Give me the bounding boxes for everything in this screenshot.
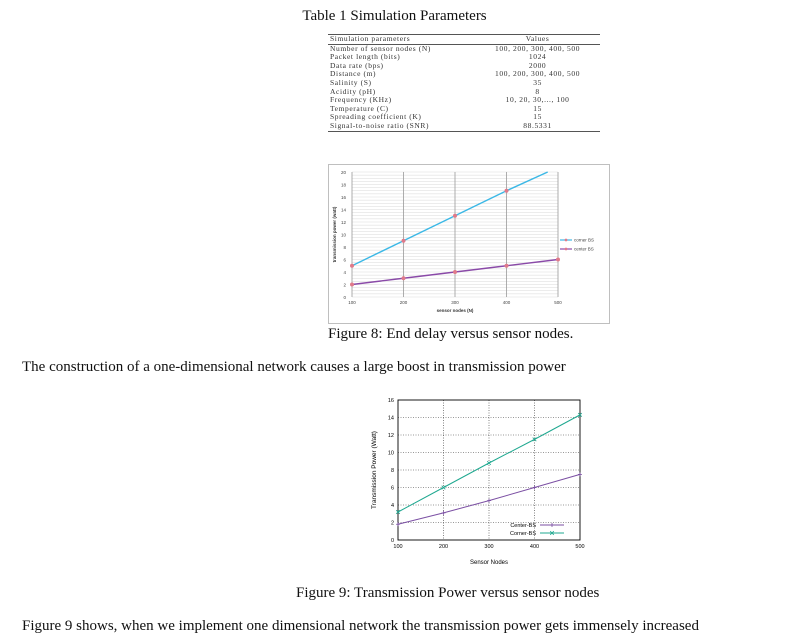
figure9-chart (364, 393, 590, 569)
data-point (442, 511, 446, 515)
table-title: Table 1 Simulation Parameters (302, 8, 487, 24)
y-tick-label: 2 (390, 520, 394, 527)
y-tick-label: 20 (340, 169, 346, 175)
y-tick-label: 4 (343, 269, 346, 275)
x-tick-label: 400 (502, 300, 511, 305)
x-tick-label: 100 (393, 544, 403, 550)
data-point (487, 461, 491, 465)
data-point (350, 283, 354, 287)
header-values: Values (525, 34, 550, 43)
parameters-table (328, 34, 600, 132)
y-tick-label: 8 (343, 244, 346, 250)
parameter-name: Spreading coefficient (K) (330, 112, 422, 122)
y-tick-label: 8 (390, 468, 394, 474)
parameter-value: 15 (533, 103, 542, 113)
y-tick-label: 0 (390, 538, 394, 544)
legend-label: center BS (574, 246, 594, 252)
y-axis-label: Transmission Power (Watt) (371, 431, 378, 509)
y-tick-label: 14 (340, 207, 346, 213)
y-tick-label: 14 (387, 415, 394, 422)
table-header-row (328, 35, 600, 45)
y-tick-label: 6 (390, 485, 394, 492)
parameter-value: 2000 (528, 60, 547, 70)
parameter-value: 35 (533, 77, 542, 87)
parameter-value: 10, 20, 30,..., 100 (505, 95, 570, 105)
header-parameter: Simulation parameters (330, 34, 411, 43)
data-point (556, 258, 560, 262)
y-tick-label: 4 (390, 503, 394, 509)
parameter-name: Salinity (S) (330, 77, 372, 87)
x-tick-label: 500 (554, 300, 562, 305)
parameters-table-wrap (328, 34, 600, 132)
figure8-chart (328, 164, 610, 324)
y-tick-label: 18 (340, 182, 346, 188)
data-point (350, 264, 354, 268)
x-tick-label: 100 (348, 300, 356, 305)
y-tick-label: 16 (340, 194, 346, 200)
y-axis-label: transmission power (watt) (332, 206, 337, 263)
y-tick-label: 12 (340, 219, 346, 225)
parameter-name: Number of sensor nodes (N) (330, 43, 431, 53)
legend-label: Corner-BS (510, 531, 536, 537)
data-point (533, 486, 537, 490)
parameter-name: Signal-to-noise ratio (SNR) (330, 120, 430, 130)
y-tick-label: 6 (343, 257, 346, 263)
x-tick-label: 200 (399, 300, 408, 305)
parameter-name: Distance (m) (330, 69, 377, 79)
parameter-value: 1024 (528, 52, 547, 62)
data-point (402, 239, 406, 243)
figure9-caption: Figure 9: Transmission Power versus sensor nodes (296, 585, 600, 601)
y-tick-label: 0 (343, 294, 346, 300)
data-point (505, 264, 509, 268)
x-tick-label: 500 (575, 544, 585, 550)
figure8-caption: Figure 8: End delay versus sensor nodes. (328, 326, 574, 342)
parameter-value: 15 (533, 112, 542, 122)
x-tick-label: 300 (484, 544, 494, 550)
legend-marker (550, 523, 554, 527)
y-tick-label: 16 (387, 398, 394, 404)
paragraph-2: Figure 9 shows, when we implement one dimensional network the transmission power gets immensely increased (22, 618, 699, 634)
parameter-name: Packet length (bits) (330, 52, 401, 62)
x-axis-label: Sensor Nodes (469, 560, 509, 566)
data-point (396, 522, 400, 526)
x-tick-label: 300 (451, 300, 459, 305)
data-point (453, 214, 457, 218)
y-tick-label: 12 (387, 433, 394, 439)
paragraph-1: The construction of a one-dimensional network causes a large boost in transmission power (22, 359, 566, 375)
legend-label: corner BS (574, 237, 595, 243)
legend-marker (565, 248, 568, 251)
parameter-name: Frequency (KHz) (330, 95, 392, 105)
data-point (487, 499, 491, 503)
data-point (505, 189, 509, 193)
y-tick-label: 2 (343, 282, 346, 288)
table-row (328, 122, 600, 131)
parameter-value: 8 (535, 86, 540, 96)
parameter-name: Data rate (bps) (330, 60, 384, 70)
parameter-name: Acidity (pH) (330, 86, 376, 96)
x-tick-label: 400 (529, 544, 540, 550)
parameter-value: 100, 200, 300, 400, 500 (495, 69, 581, 79)
legend-label: Center-BS (510, 523, 536, 529)
data-point (578, 472, 582, 476)
parameter-value: 100, 200, 300, 400, 500 (495, 43, 581, 53)
y-tick-label: 10 (340, 232, 346, 238)
parameter-name: Temperature (C) (330, 103, 389, 113)
parameter-value: 88.5331 (523, 120, 552, 130)
data-point (453, 270, 457, 274)
x-axis-label: sensor nodes (N) (436, 308, 474, 313)
legend-marker (565, 239, 568, 242)
data-point (402, 276, 406, 280)
data-point (442, 486, 446, 490)
x-tick-label: 200 (438, 544, 449, 550)
y-tick-label: 10 (387, 450, 394, 457)
